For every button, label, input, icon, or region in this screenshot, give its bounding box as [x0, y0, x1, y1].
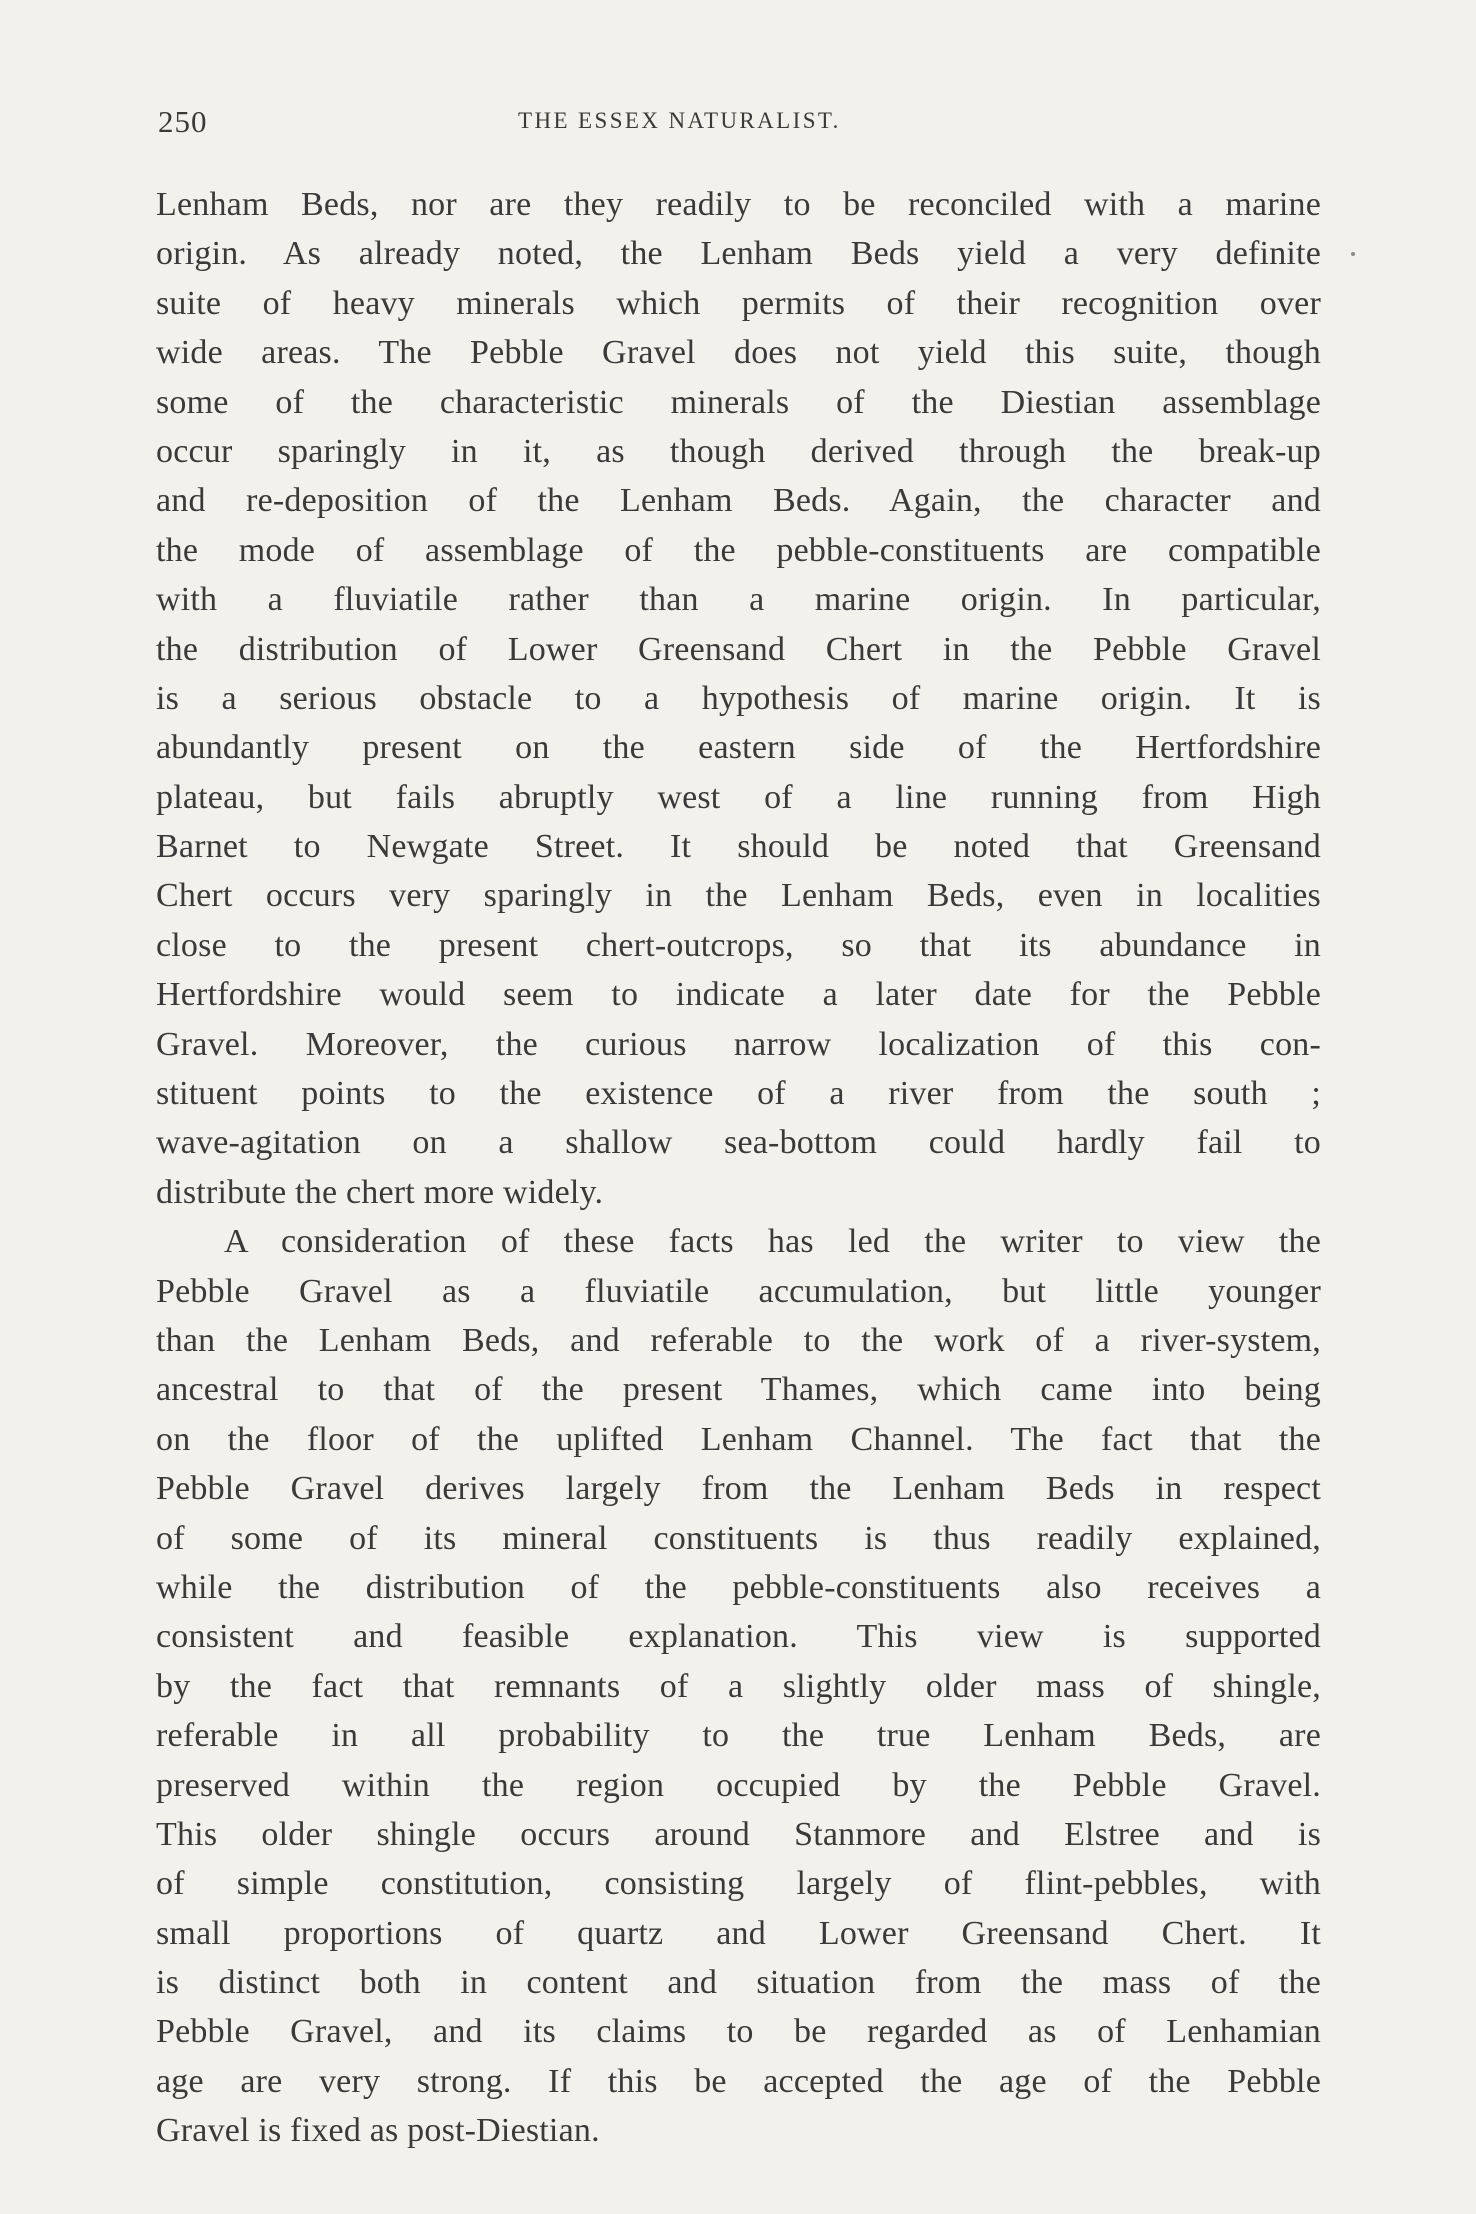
text-line: age are very strong. If this be accepted the age of the Pebble — [156, 2062, 1321, 2100]
text-line: Chert occurs very sparingly in the Lenham Beds, even in localities — [156, 877, 1321, 915]
text-line: with a fluviatile rather than a marine origin. In particular, — [156, 581, 1321, 619]
body-text — [156, 180, 1321, 2156]
text-line: abundantly present on the eastern side of the Hertfordshire — [156, 729, 1321, 767]
text-line: is a serious obstacle to a hypothesis of marine origin. It is — [156, 679, 1321, 717]
text-line: Hertfordshire would seem to indicate a later date for the Pebble — [156, 976, 1321, 1014]
text-line: occur sparingly in it, as though derived through the break-up — [156, 432, 1321, 470]
text-line: Lenham Beds, nor are they readily to be reconciled with a marine — [156, 186, 1321, 223]
text-line: stituent points to the existence of a river from the south ; — [156, 1075, 1321, 1113]
text-line: close to the present chert-outcrops, so that its abundance in — [156, 926, 1321, 964]
text-line: is distinct both in content and situation from the mass of the — [156, 1964, 1321, 2002]
text-line: of some of its mineral constituents is thus readily explained, — [156, 1519, 1321, 1557]
text-line: Pebble Gravel as a fluviatile accumulation, but little younger — [156, 1272, 1321, 1310]
text-line: Barnet to Newgate Street. It should be noted that Greensand — [156, 828, 1321, 866]
text-line: Pebble Gravel derives largely from the Lenham Beds in respect — [156, 1470, 1321, 1508]
text-line: of simple constitution, consisting largely of flint-pebbles, with — [156, 1865, 1321, 1903]
page-number: 250 — [158, 104, 208, 139]
text-line: Gravel. Moreover, the curious narrow localization of this con- — [156, 1025, 1321, 1063]
text-line: plateau, but fails abruptly west of a line running from High — [156, 778, 1321, 816]
text-line: by the fact that remnants of a slightly older mass of shingle, — [156, 1667, 1321, 1705]
text-line: the distribution of Lower Greensand Chert in the Pebble Gravel — [156, 630, 1321, 668]
text-line: ancestral to that of the present Thames, which came into being — [156, 1371, 1321, 1409]
text-line: This older shingle occurs around Stanmore and Elstree and is — [156, 1815, 1321, 1853]
text-line: Pebble Gravel, and its claims to be regarded as of Lenhamian — [156, 2013, 1321, 2051]
text-line: consistent and feasible explanation. This view is supported — [156, 1618, 1321, 1656]
text-line: Gravel is fixed as post-Diestian. — [156, 2112, 600, 2150]
text-line: small proportions of quartz and Lower Greensand Chert. It — [156, 1914, 1321, 1952]
text-line: and re-deposition of the Lenham Beds. Again, the character and — [156, 482, 1321, 520]
text-line: some of the characteristic minerals of the Diestian assemblage — [156, 383, 1321, 421]
text-line: the mode of assemblage of the pebble-constituents are compatible — [156, 531, 1321, 569]
text-line: preserved within the region occupied by the Pebble Gravel. — [156, 1766, 1321, 1804]
text-line: distribute the chert more widely. — [156, 1173, 604, 1211]
text-line: origin. As already noted, the Lenham Beds yield a very definite — [156, 235, 1321, 273]
page-header — [158, 104, 1318, 144]
running-title: THE ESSEX NATURALIST. — [518, 108, 841, 133]
text-line: wide areas. The Pebble Gravel does not yield this suite, though — [156, 334, 1321, 372]
margin-mark — [1351, 252, 1355, 256]
text-line: while the distribution of the pebble-constituents also receives a — [156, 1568, 1321, 1606]
text-line: wave-agitation on a shallow sea-bottom could hardly fail to — [156, 1124, 1321, 1162]
text-line: than the Lenham Beds, and referable to the work of a river-system, — [156, 1321, 1321, 1359]
text-line: referable in all probability to the true Lenham Beds, are — [156, 1717, 1321, 1755]
text-line: suite of heavy minerals which permits of their recognition over — [156, 284, 1321, 322]
text-line: on the floor of the uplifted Lenham Channel. The fact that the — [156, 1420, 1321, 1458]
text-line: A consideration of these facts has led the writer to view the — [224, 1223, 1321, 1261]
